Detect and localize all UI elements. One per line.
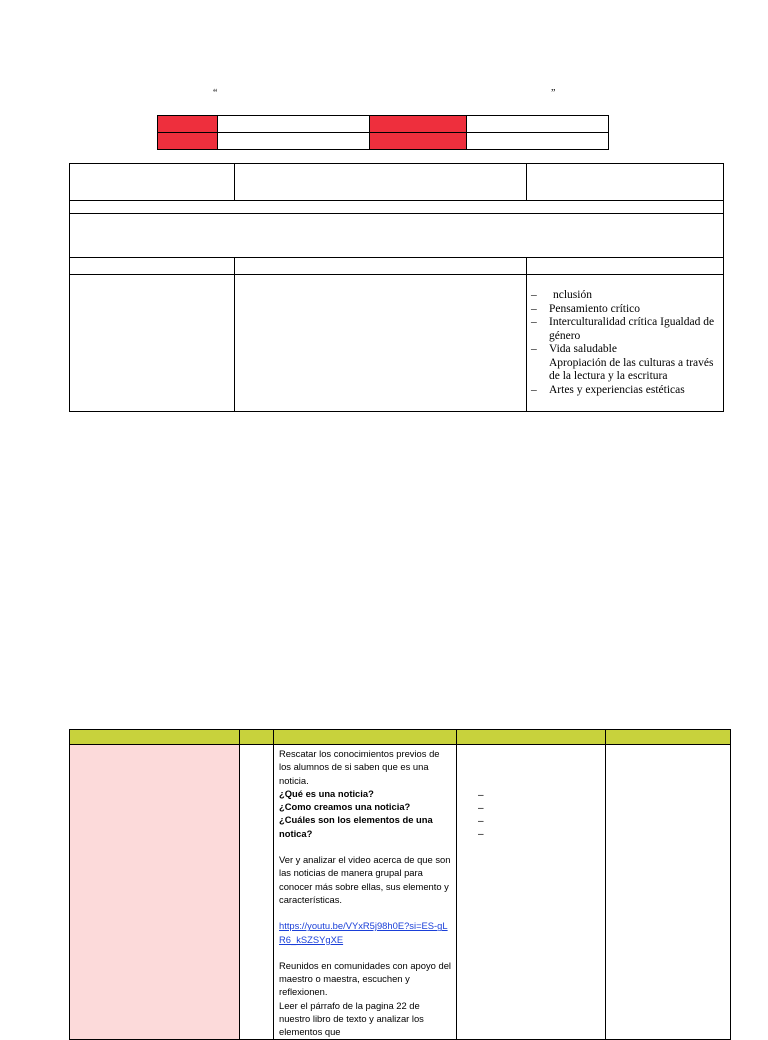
header-red-cell — [370, 116, 467, 133]
table-cell — [70, 214, 724, 258]
table-cell — [70, 745, 240, 1040]
header-value-cell — [467, 116, 609, 133]
activity-cell — [274, 745, 457, 1040]
table-header-cell — [274, 730, 457, 745]
header-red-cell — [158, 133, 218, 150]
table-cell — [70, 275, 235, 412]
header-red-cell — [158, 116, 218, 133]
table-cell — [70, 164, 235, 201]
table-cell — [527, 164, 724, 201]
axes-list — [527, 275, 723, 397]
header-grid — [157, 115, 609, 150]
list-item: – — [478, 816, 484, 827]
planning-table — [69, 163, 724, 412]
table-cell — [606, 745, 731, 1040]
question: ¿Qué es una noticia? — [279, 787, 374, 799]
table-cell — [457, 745, 606, 1040]
header-value-cell — [218, 133, 370, 150]
video-link[interactable]: https://youtu.be/VYxR5j98h0E?si=ES-gLR6_kSZSYgXE — [279, 920, 448, 945]
question: ¿Cuáles son los elementos de una notica? — [279, 814, 433, 839]
list-item: – Interculturalidad crítica Igualdad de género — [531, 316, 719, 343]
table-header-cell — [70, 730, 240, 745]
table-header-cell — [457, 730, 606, 745]
dash-list — [457, 745, 605, 841]
list-item: – — [478, 803, 484, 814]
list-item: – Pensamiento crítico — [531, 303, 719, 317]
table-cell — [235, 258, 527, 275]
community-text: Reunidos en comunidades con apoyo del maestro o maestra, escuchen y reflexionen. — [279, 959, 451, 998]
list-item: – Vida saludable — [531, 343, 719, 357]
read-text: Leer el párrafo de la pagina 22 de nuestro libro de texto y analizar los elementos que — [279, 999, 424, 1038]
activity-content — [274, 745, 456, 1039]
list-item: – — [478, 829, 484, 840]
list-item: Apropiación de las culturas a través de la lectura y la escritura — [549, 356, 714, 382]
table-cell — [235, 275, 527, 412]
activities-table — [69, 729, 731, 1040]
table-cell — [240, 745, 274, 1040]
table-cell — [527, 258, 724, 275]
list-item: – nclusión — [531, 289, 719, 303]
list-item: – Artes y experiencias estéticas — [531, 384, 719, 398]
table-cell — [70, 258, 235, 275]
table-cell — [70, 201, 724, 214]
question: ¿Como creamos una noticia? — [279, 801, 411, 813]
header-value-cell — [218, 116, 370, 133]
table-cell — [235, 164, 527, 201]
activity-intro: Rescatar los conocimientos previos de los alumnos de si saben que es una noticia. — [279, 748, 440, 786]
axes-cell — [527, 275, 724, 412]
list-item: – — [478, 790, 484, 801]
table-header-cell — [606, 730, 731, 745]
header-red-cell — [370, 133, 467, 150]
table-header-cell — [240, 730, 274, 745]
header-value-cell — [467, 133, 609, 150]
open-quote: “ — [213, 88, 218, 99]
video-text: Ver y analizar el video acerca de que son las noticias de manera grupal para conocer más sobre ellas, sus elemento y características. — [279, 854, 451, 905]
close-quote: ” — [551, 88, 556, 99]
